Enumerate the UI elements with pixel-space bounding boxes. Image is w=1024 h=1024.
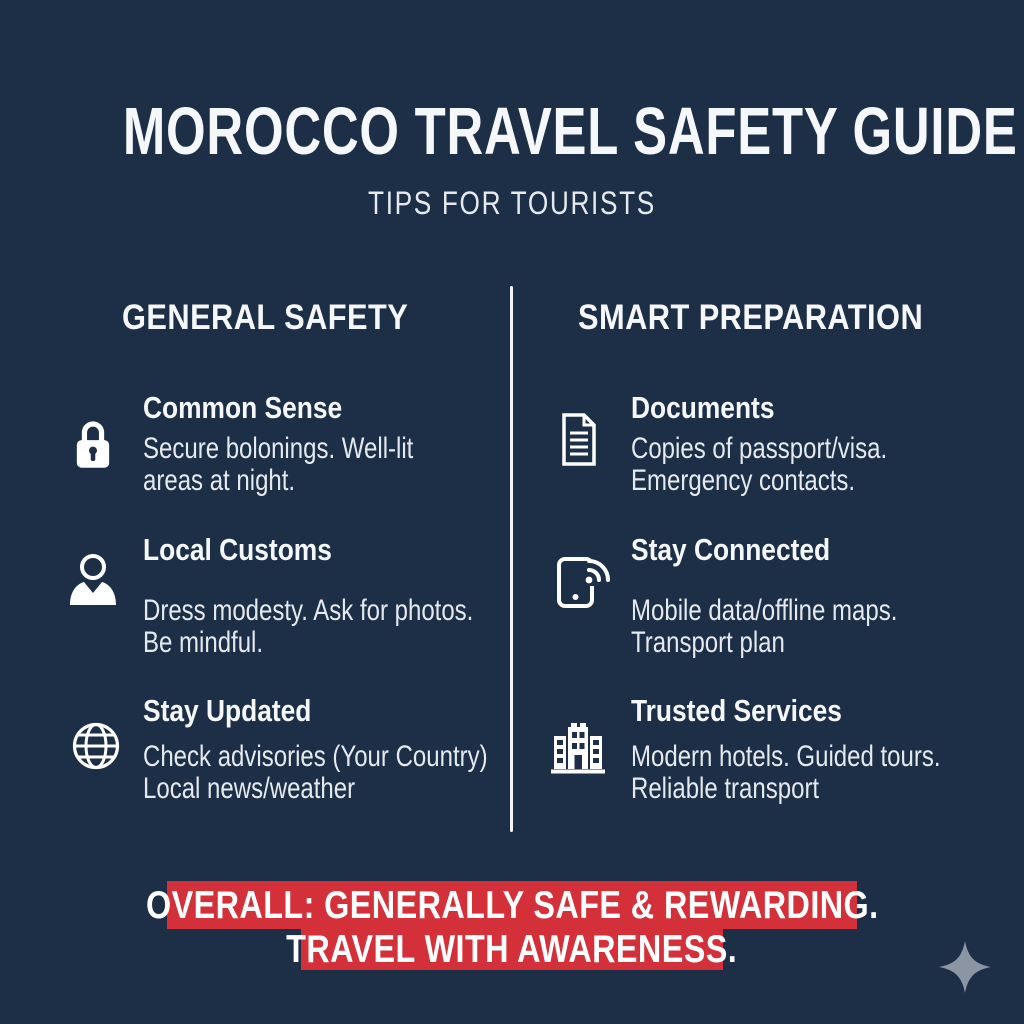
item-desc-line: Check advisories (Your Country) [143,740,488,773]
banner-line-2 [286,928,738,971]
overall-banner [0,881,1024,970]
item-desc-common-sense [143,433,413,497]
column-header-general-safety: GENERAL SAFETY [122,298,409,337]
item-desc-line: Local news/weather [143,772,356,805]
page-title: MOROCCO TRAVEL SAFETY GUIDE [122,94,1018,169]
item-desc-line: Secure bolonings. Well-lit [143,432,414,465]
banner-text: TRAVEL WITH AWARENESS. [286,928,738,971]
hotel-icon [551,722,605,774]
lock-icon [74,416,112,470]
item-desc-documents [631,433,887,497]
page-subtitle: TIPS FOR TOURISTS [368,185,656,221]
globe-icon [71,721,121,771]
item-desc-line: Transport plan [631,626,785,659]
banner-line-1 [145,881,879,929]
person-icon [67,553,119,605]
item-desc-stay-updated [143,741,488,805]
item-title-stay-updated: Stay Updated [143,693,312,728]
sparkle-icon [938,938,992,996]
column-divider [510,286,513,832]
item-desc-line: Dress modesty. Ask for photos. [143,594,474,627]
phone-wifi-icon [556,549,610,609]
item-desc-line: Mobile data/offline maps. [631,594,898,627]
column-header-smart-preparation: SMART PREPARATION [578,298,924,337]
item-title-documents: Documents [631,390,775,425]
item-desc-line: Modern hotels. Guided tours. [631,740,941,773]
document-icon [559,412,599,467]
item-desc-line: Emergency contacts. [631,464,856,497]
item-title-common-sense: Common Sense [143,390,343,425]
item-desc-line: Reliable transport [631,772,820,805]
item-desc-local-customs [143,595,473,659]
item-desc-line: areas at night. [143,464,296,497]
item-desc-stay-connected [631,595,897,659]
banner-text: OVERALL: GENERALLY SAFE & REWARDING. [145,883,879,927]
item-title-trusted-services: Trusted Services [631,693,842,728]
item-desc-trusted-services [631,741,941,805]
item-desc-line: Copies of passport/visa. [631,432,888,465]
item-desc-line: Be mindful. [143,626,264,659]
item-title-local-customs: Local Customs [143,532,332,567]
item-title-stay-connected: Stay Connected [631,532,831,567]
